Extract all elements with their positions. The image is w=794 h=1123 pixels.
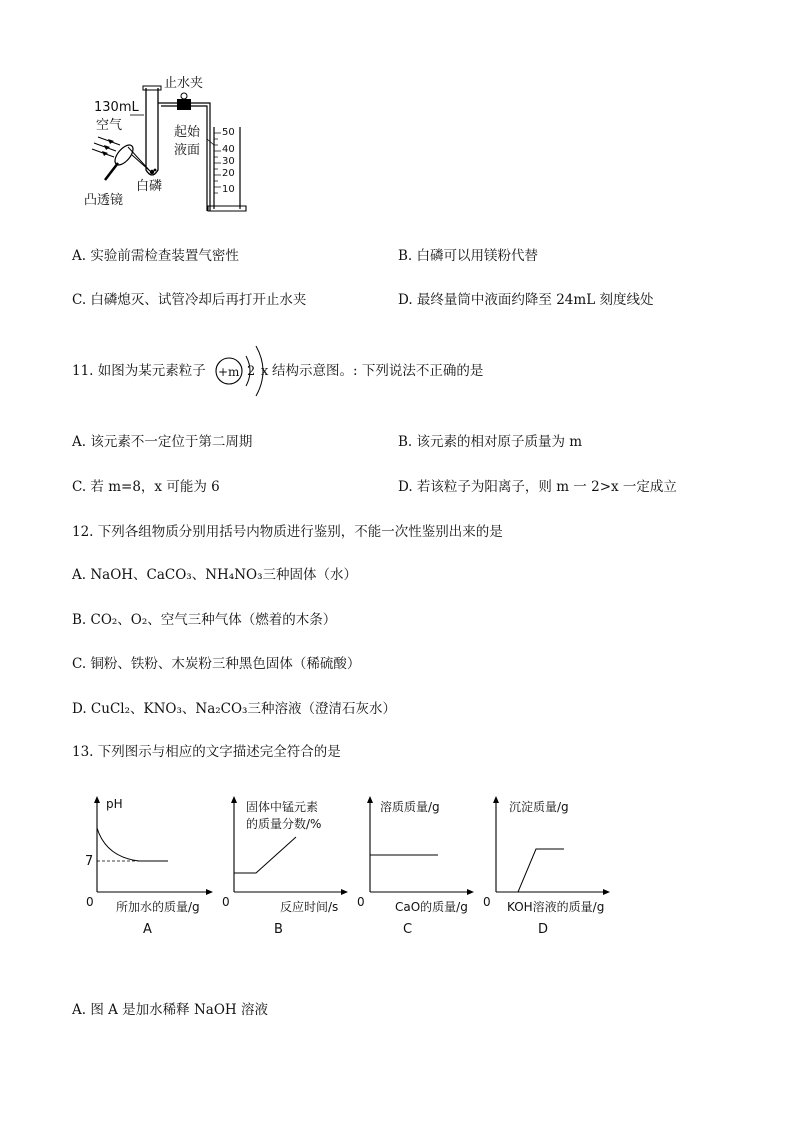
graph-a — [84, 795, 214, 905]
graph-a-curve — [97, 828, 168, 861]
graph-b-line — [234, 837, 296, 873]
q11-option-c: C. 若 m=8，x 可能为 6 — [72, 479, 220, 495]
graph-b-origin: 0 — [222, 895, 230, 909]
atom-nucleus-label: +m — [218, 365, 240, 379]
graph-a-xlabel: 所加水的质量/g — [116, 900, 200, 914]
q11-stem-pre: 11. 如图为某元素粒子 — [72, 363, 206, 379]
q11-stem-post: 结构示意图。: 下列说法不正确的是 — [272, 363, 484, 379]
clamp-label: 止水夹 — [164, 76, 204, 91]
graph-d-caption: D — [538, 922, 549, 937]
graph-a-ylabel: pH — [106, 797, 123, 811]
scale-30: 30 — [222, 156, 235, 167]
graph-a-ytick-7: 7 — [85, 854, 94, 869]
q10-option-c: C. 白磷熄灭、试管冷却后再打开止水夹 — [72, 292, 307, 308]
graph-d-origin: 0 — [483, 895, 491, 909]
lens-label: 凸透镜 — [84, 193, 124, 208]
q10-option-a: A. 实验前需检查装置气密性 — [72, 248, 239, 264]
graph-d-line — [518, 849, 564, 892]
graph-a-origin: 0 — [86, 895, 94, 909]
q10-option-b: B. 白磷可以用镁粉代替 — [398, 248, 539, 264]
atom-shell-2: x — [261, 364, 269, 379]
graph-a-caption: A — [143, 922, 152, 937]
start-level-label-2: 液面 — [174, 143, 201, 158]
q13-option-a: A. 图 A 是加水稀释 NaOH 溶液 — [72, 1002, 268, 1018]
volume-label: 130mL — [94, 100, 139, 115]
q12-option-d: D. CuCl₂、KNO₃、Na₂CO₃三种溶液（澄清石灰水） — [72, 701, 396, 717]
q11-option-d: D. 若该粒子为阳离子，则 m 一 2>x 一定成立 — [398, 479, 677, 495]
graph-c-xlabel: CaO的质量/g — [395, 900, 468, 914]
scale-40: 40 — [222, 144, 235, 155]
atom-shell-1: 2 — [247, 364, 256, 379]
q12-stem: 12. 下列各组物质分别用括号内物质进行鉴别，不能一次性鉴别出来的是 — [72, 524, 503, 540]
graph-d-xlabel: KOH溶液的质量/g — [507, 900, 605, 914]
graph-b-xlabel: 反应时间/s — [280, 900, 339, 914]
scale-10: 10 — [222, 184, 235, 195]
graph-b-ylabel-1: 固体中锰元素 — [246, 800, 319, 814]
q12-option-b: B. CO₂、O₂、空气三种气体（燃着的木条） — [72, 612, 337, 628]
q12-option-a: A. NaOH、CaCO₃、NH₄NO₃三种固体（水） — [72, 567, 358, 583]
graph-c-caption: C — [403, 922, 413, 937]
graph-d-ylabel: 沉淀质量/g — [509, 800, 569, 814]
q12-option-c: C. 铜粉、铁粉、木炭粉三种黑色固体（稀硫酸） — [72, 656, 361, 672]
graph-c-ylabel: 溶质质量/g — [380, 800, 440, 814]
air-label: 空气 — [96, 118, 123, 133]
scale-50: 50 — [222, 127, 235, 138]
q11-option-a: A. 该元素不一定位于第二周期 — [72, 434, 253, 450]
start-level-label: 起始 — [174, 125, 201, 140]
q13-stem: 13. 下列图示与相应的文字描述完全符合的是 — [72, 744, 341, 760]
scale-20: 20 — [222, 168, 235, 179]
graph-c-origin: 0 — [357, 895, 365, 909]
phosphorus-label: 白磷 — [136, 179, 163, 194]
graph-b-caption: B — [274, 922, 283, 937]
q10-option-d: D. 最终量筒中液面约降至 24mL 刻度线处 — [398, 292, 654, 308]
q11-option-b: B. 该元素的相对原子质量为 m — [398, 434, 583, 450]
graph-b-ylabel-2: 的质量分数/% — [246, 817, 322, 831]
